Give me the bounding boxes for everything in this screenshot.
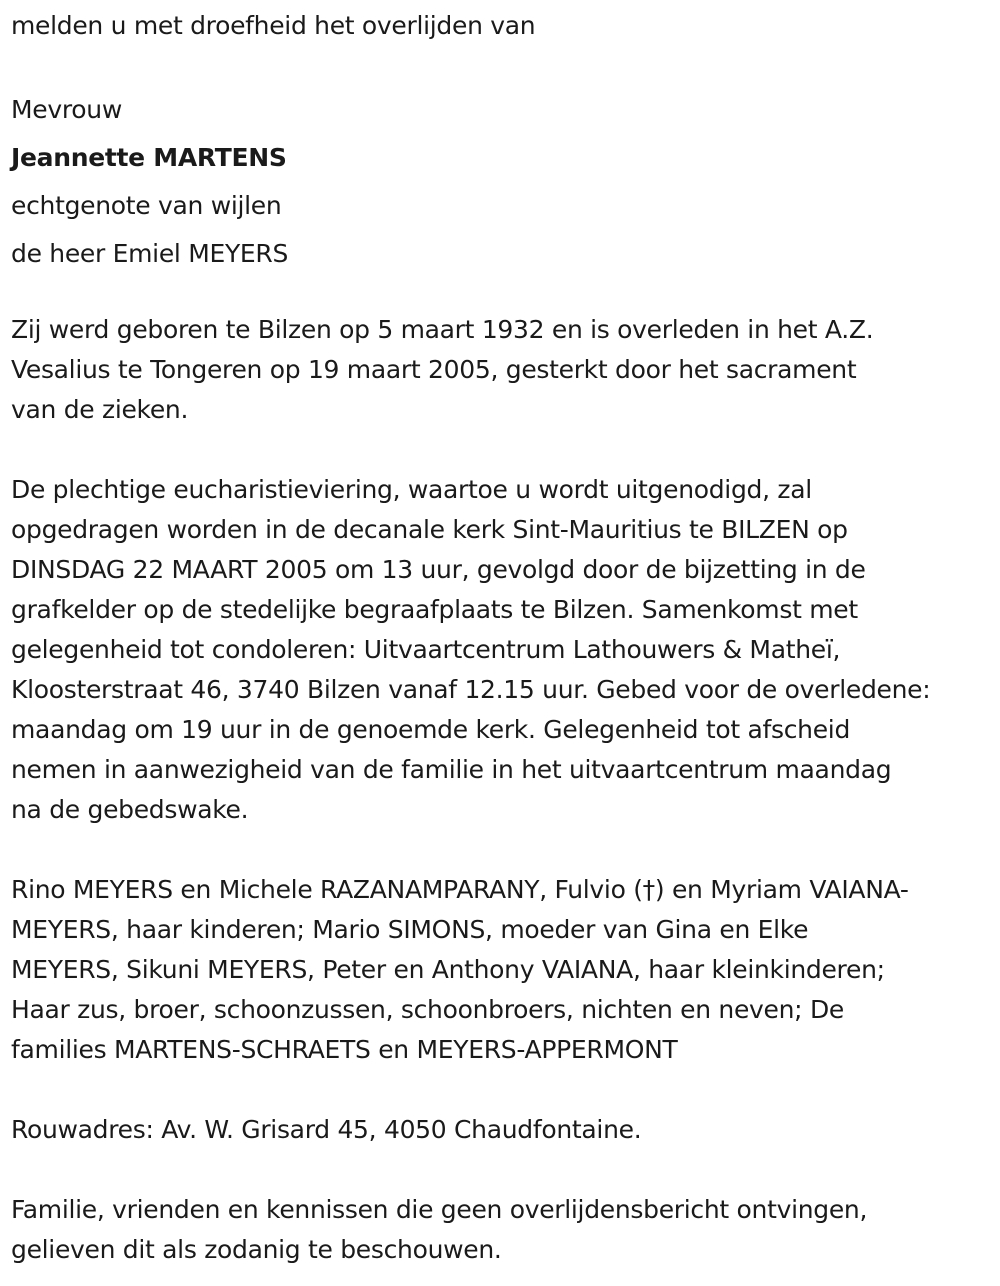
paragraph-line: MEYERS, Sikuni MEYERS, Peter en Anthony VAIANA, haar kleinkinderen; xyxy=(11,955,885,984)
family-paragraph xyxy=(11,870,996,1070)
paragraph-line: opgedragen worden in de decanale kerk Sint-Mauritius te BILZEN op xyxy=(11,515,848,544)
paragraph-line: na de gebedswake. xyxy=(11,795,249,824)
deceased-block xyxy=(11,86,996,278)
spacer xyxy=(11,430,996,470)
spacer xyxy=(11,830,996,870)
paragraph-line: Haar zus, broer, schoonzussen, schoonbroers, nichten en neven; De xyxy=(11,995,844,1024)
paragraph-line: DINSDAG 22 MAART 2005 om 13 uur, gevolgd door de bijzetting in de xyxy=(11,555,866,584)
paragraph-line: van de zieken. xyxy=(11,395,189,424)
deceased-name: Jeannette MARTENS xyxy=(11,143,287,172)
paragraph-line: nemen in aanwezigheid van de familie in het uitvaartcentrum maandag xyxy=(11,755,892,784)
paragraph-line: Familie, vrienden en kennissen die geen overlijdensbericht ontvingen, xyxy=(11,1195,868,1224)
obituary-document xyxy=(11,0,996,1270)
spacer xyxy=(11,278,996,310)
closing-paragraph xyxy=(11,1190,996,1270)
paragraph-line: Vesalius te Tongeren op 19 maart 2005, gesterkt door het sacrament xyxy=(11,355,857,384)
paragraph-line: grafkelder op de stedelijke begraafplaats te Bilzen. Samenkomst met xyxy=(11,595,858,624)
paragraph-line: gelegenheid tot condoleren: Uitvaartcentrum Lathouwers & Matheï, xyxy=(11,635,841,664)
paragraph-line: MEYERS, haar kinderen; Mario SIMONS, moeder van Gina en Elke xyxy=(11,915,809,944)
paragraph-line: Rino MEYERS en Michele RAZANAMPARANY, Fulvio (†) en Myriam VAIANA- xyxy=(11,875,909,904)
paragraph-line: Kloosterstraat 46, 3740 Bilzen vanaf 12.15 uur. Gebed voor de overledene: xyxy=(11,675,931,704)
spouse-name: de heer Emiel MEYERS xyxy=(11,239,289,268)
paragraph-line: gelieven dit als zodanig te beschouwen. xyxy=(11,1235,502,1264)
birth-death-paragraph xyxy=(11,310,996,430)
mourning-address: Rouwadres: Av. W. Grisard 45, 4050 Chaudfontaine. xyxy=(11,1115,642,1144)
paragraph-line: families MARTENS-SCHRAETS en MEYERS-APPERMONT xyxy=(11,1035,678,1064)
spacer xyxy=(11,46,996,86)
honorific: Mevrouw xyxy=(11,95,122,124)
intro-text: melden u met droefheid het overlijden van xyxy=(11,11,536,40)
paragraph-line: maandag om 19 uur in de genoemde kerk. Gelegenheid tot afscheid xyxy=(11,715,851,744)
relation-text: echtgenote van wijlen xyxy=(11,191,282,220)
paragraph-line: De plechtige eucharistieviering, waartoe u wordt uitgenodigd, zal xyxy=(11,475,812,504)
paragraph-line: Zij werd geboren te Bilzen op 5 maart 1932 en is overleden in het A.Z. xyxy=(11,315,874,344)
spacer xyxy=(11,1150,996,1190)
ceremony-paragraph xyxy=(11,470,996,830)
spacer xyxy=(11,1070,996,1110)
